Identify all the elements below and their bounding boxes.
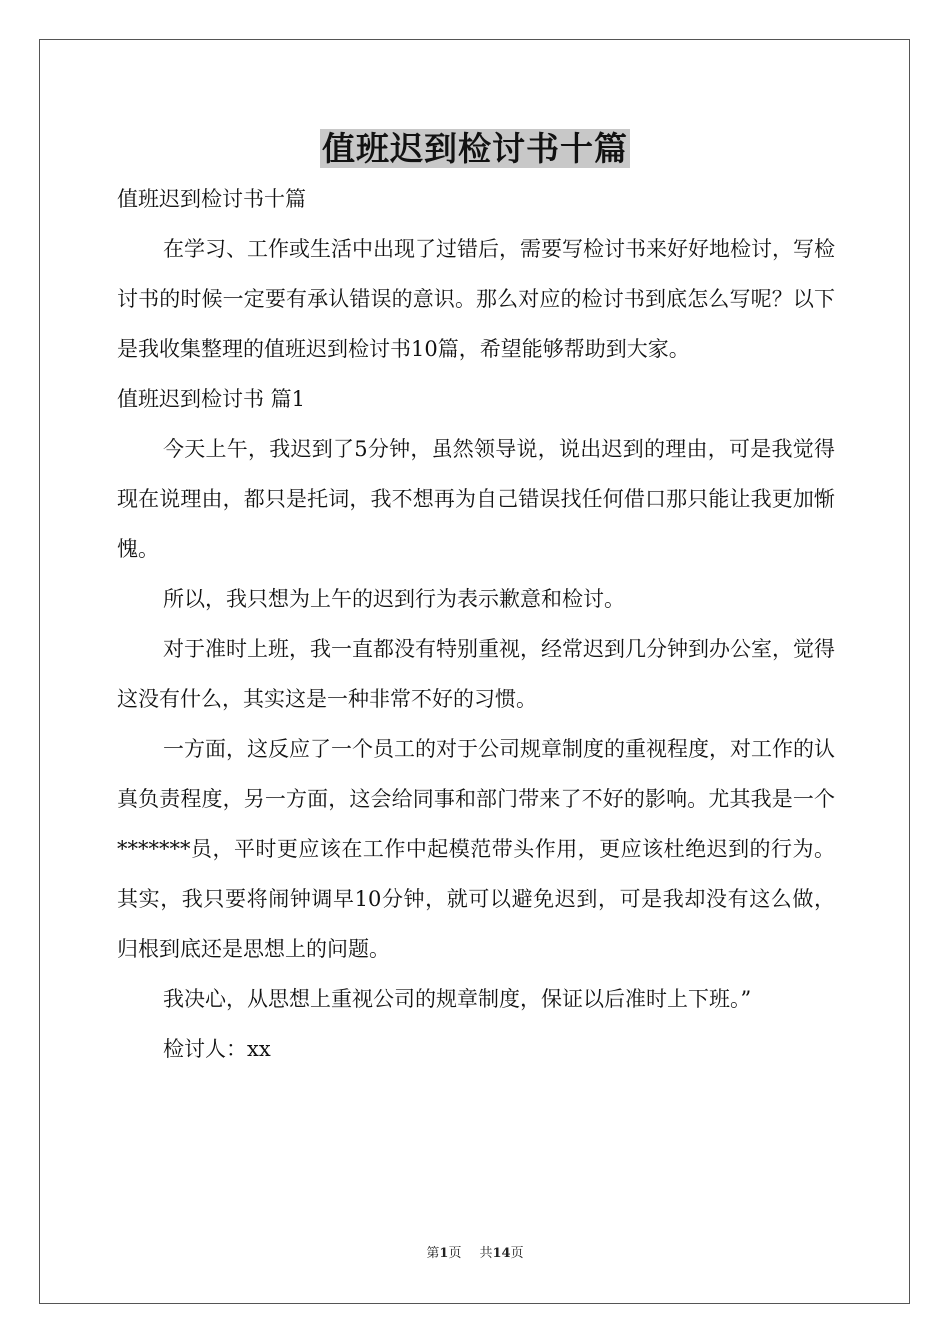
body-paragraph: 今天上午，我迟到了5分钟，虽然领导说，说出迟到的理由，可是我觉得现在说理由，都只是托词，我不想再为自己错误找任何借口那只能让我更加惭愧。 (117, 437, 835, 561)
body-paragraph: 一方面，这反应了一个员工的对于公司规章制度的重视程度，对工作的认真负责程度，另一方面，这会给同事和部门带来了不好的影响。尤其我是一个*******员，平时更应该在工作中起模范带头作用，更应该杜绝迟到的行为。其实，我只要将闹钟调早10分钟，就可以避免迟到，可是我却没有这么做，归根到底还是思想上的问题。 (117, 737, 835, 961)
footer-total-pages: 14 (492, 1246, 511, 1261)
footer-page-number: 1 (439, 1246, 449, 1261)
body-paragraph: 值班迟到检讨书十篇 (117, 187, 306, 211)
body-paragraph: 检讨人：xx (163, 1037, 271, 1061)
body-paragraph: 所以，我只想为上午的迟到行为表示歉意和检讨。 (163, 587, 625, 611)
footer-page-prefix: 第 (426, 1246, 440, 1261)
body-paragraph: 我决心，从思想上重视公司的规章制度，保证以后准时上下班。” (163, 987, 752, 1011)
body-paragraph: 对于准时上班，我一直都没有特别重视，经常迟到几分钟到办公室，觉得这没有什么，其实这是一种非常不好的习惯。 (117, 637, 835, 711)
document-body (117, 174, 835, 1074)
footer-page-suffix: 页 (448, 1246, 462, 1261)
page-footer (0, 1244, 950, 1264)
footer-total-prefix: 共 (479, 1246, 493, 1261)
document-title-text: 值班迟到检讨书十篇 (322, 129, 628, 168)
body-paragraph: 在学习、工作或生活中出现了过错后，需要写检讨书来好好地检讨，写检讨书的时候一定要有承认错误的意识。那么对应的检讨书到底怎么写呢？以下是我收集整理的值班迟到检讨书10篇，希望能够帮助到大家。 (117, 237, 835, 361)
body-paragraph: 值班迟到检讨书 篇1 (117, 387, 306, 411)
document-title (0, 124, 950, 174)
footer-total-suffix: 页 (510, 1246, 524, 1261)
